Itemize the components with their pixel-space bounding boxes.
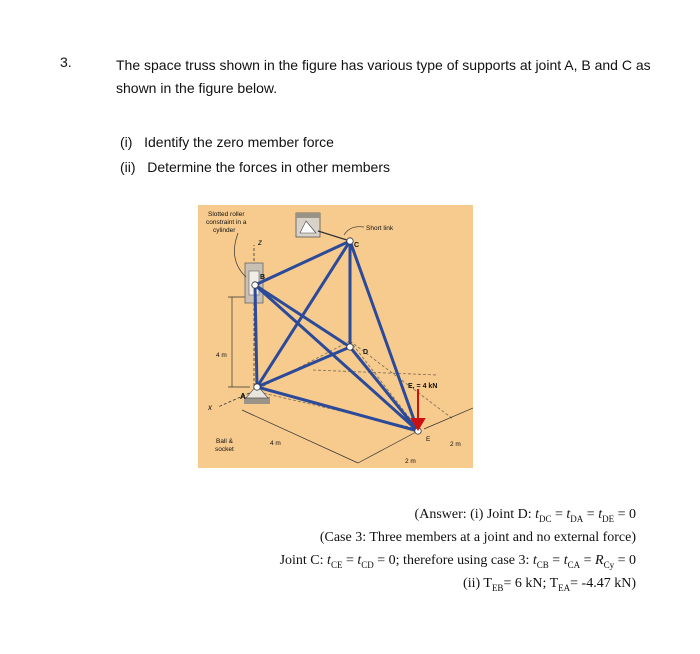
answer-text: = -4.47 kN) — [570, 576, 636, 591]
answer-text: = — [580, 553, 596, 568]
answer-subscript: CA — [567, 559, 581, 570]
label-dim-4m-base: 4 m — [270, 440, 281, 447]
answer-text: = 6 kN; T — [503, 576, 559, 591]
answer-text: = 0; therefore using case 3: — [373, 553, 533, 568]
answer-line-3 — [280, 553, 636, 570]
item-marker: (ii) — [120, 159, 136, 175]
answer-text: = 0 — [614, 553, 636, 568]
label-dim-2m-front: 2 m — [405, 458, 416, 465]
label-joint-b: B — [260, 274, 266, 281]
question-number: 3. — [60, 54, 72, 70]
label-axis-z: z — [258, 238, 262, 247]
label-cylinder: cylinder — [213, 227, 236, 234]
label-slotted-roller: Slotted roller — [208, 211, 245, 218]
answer-symbol: t — [357, 553, 362, 568]
answer-subscript: DE — [602, 513, 615, 524]
label-load: E, = 4 kN — [408, 383, 438, 390]
answer-subscript: CE — [330, 559, 343, 570]
answer-symbol: t — [532, 553, 537, 568]
answer-subscript: CD — [361, 559, 374, 570]
answer-symbol: t — [563, 553, 568, 568]
answer-subscript: Cy — [603, 559, 615, 570]
answer-line-4 — [463, 576, 636, 593]
joint-a-node — [254, 384, 260, 390]
answer-symbol: t — [327, 553, 331, 568]
label-joint-a: A — [240, 392, 246, 401]
joint-d-node — [347, 344, 353, 350]
answer-line-2: (Case 3: Three members at a joint and no external force) — [319, 530, 636, 545]
label-joint-d: D — [363, 349, 369, 356]
label-short-link: Short link — [366, 225, 394, 232]
item-text: Determine the forces in other members — [147, 159, 390, 175]
answer-symbol: t — [535, 507, 539, 522]
answer-text: (Answer: (i) Joint D: — [414, 507, 536, 522]
label-dim-4m-vertical: 4 m — [216, 352, 227, 359]
label-joint-c: C — [354, 242, 360, 249]
joint-c-node — [347, 238, 353, 244]
item-marker: (i) — [120, 134, 133, 150]
answer-text: = — [548, 553, 564, 568]
question-item-i — [120, 134, 334, 150]
item-text: Identify the zero member force — [144, 134, 334, 150]
label-dim-2m-right: 2 m — [450, 441, 461, 448]
answer-text: (ii) T — [463, 576, 492, 591]
answer-subscript: EB — [491, 582, 504, 593]
question-item-ii — [120, 159, 390, 175]
answer-subscript: DA — [570, 513, 584, 524]
answer-symbol: R — [595, 553, 604, 568]
answer-subscript: EA — [558, 582, 571, 593]
answer-text: Joint C: — [279, 553, 328, 568]
joint-b-node — [252, 282, 258, 288]
truss-figure — [198, 205, 473, 468]
answer-text: = — [342, 553, 358, 568]
question-statement: The space truss shown in the figure has various type of supports at joint A, B and C as shown in the figure below. — [116, 57, 651, 96]
answer-line-1 — [415, 507, 636, 524]
label-axis-x: x — [208, 403, 212, 412]
answer-text: = — [551, 507, 567, 522]
answer-text: = — [583, 507, 599, 522]
label-joint-e: E — [426, 436, 431, 443]
label-socket: socket — [215, 446, 234, 453]
answer-subscript: CB — [536, 559, 549, 570]
answer-symbol: t — [598, 507, 603, 522]
label-constraint: constraint in a — [206, 219, 247, 226]
member-ab — [255, 285, 257, 387]
answer-subscript: DC — [538, 513, 552, 524]
label-ball: Ball & — [216, 438, 233, 445]
short-link-hatch — [296, 213, 320, 218]
answer-text: = 0 — [614, 507, 636, 522]
answer-symbol: t — [566, 507, 571, 522]
